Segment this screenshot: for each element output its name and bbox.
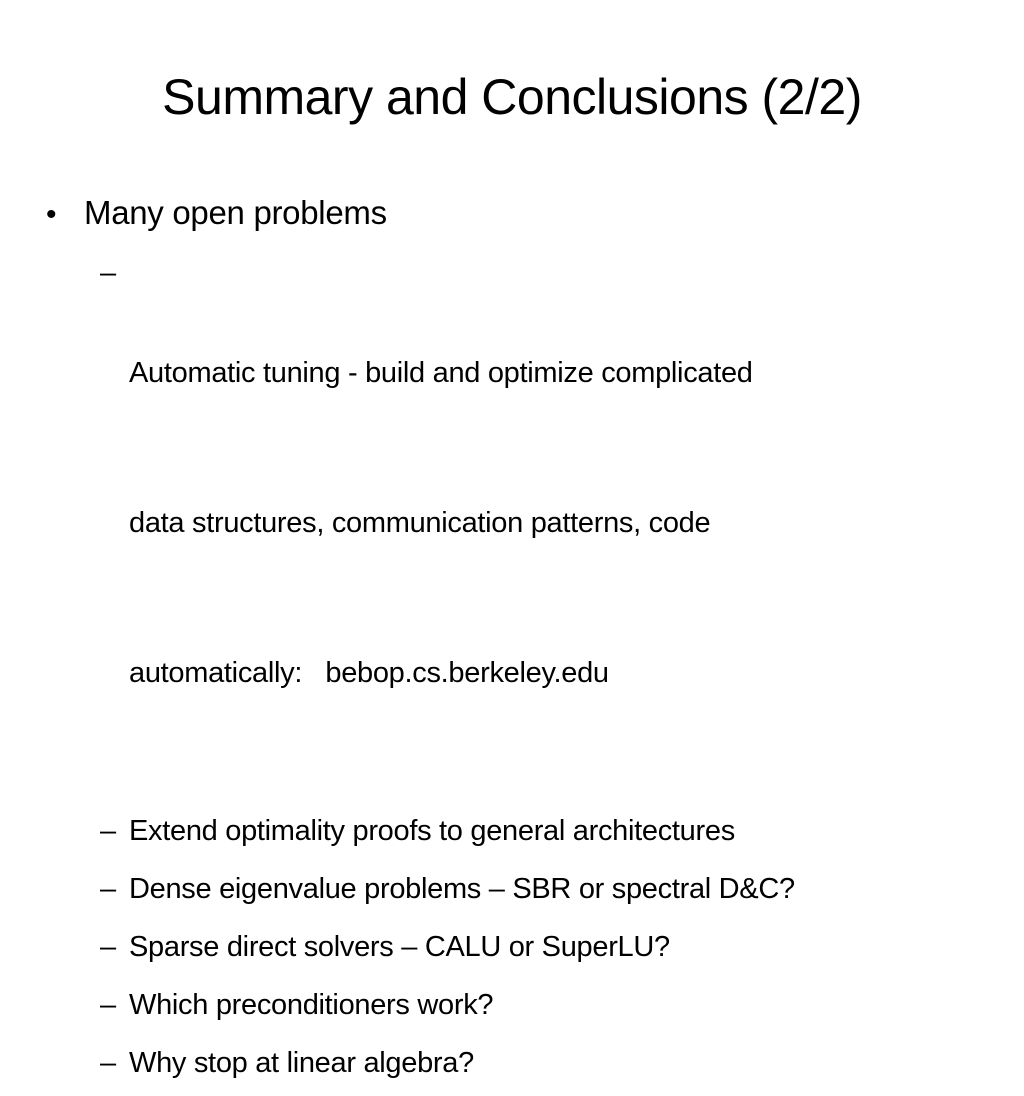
sub-item-line: data structures, communication patterns, code bbox=[129, 507, 711, 539]
sub-item-text: Sparse direct solvers – CALU or SuperLU? bbox=[129, 931, 670, 963]
sub-item-eigenvalue-problems bbox=[100, 864, 960, 914]
sub-item-preconditioners bbox=[100, 980, 960, 1030]
sub-bullet-list bbox=[100, 248, 960, 1088]
bullet-text: Many open problems bbox=[84, 194, 387, 231]
sub-item-linear-algebra bbox=[100, 1038, 960, 1088]
sub-bullet-marker: – bbox=[100, 989, 116, 1021]
bullet-item-open-problems bbox=[46, 190, 986, 1088]
sub-item-direct-solvers bbox=[100, 922, 960, 972]
bullet-row bbox=[46, 190, 986, 238]
sub-bullet-marker: – bbox=[100, 931, 116, 963]
sub-item-line: Automatic tuning - build and optimize complicated bbox=[129, 357, 753, 389]
sub-item-text: Why stop at linear algebra? bbox=[129, 1047, 474, 1079]
sub-bullet-marker: – bbox=[100, 257, 116, 289]
bullet-list bbox=[46, 190, 986, 1096]
sub-item-text: Extend optimality proofs to general architectures bbox=[129, 815, 735, 847]
sub-item-automatic-tuning bbox=[100, 248, 960, 798]
bullet-marker: • bbox=[46, 198, 57, 231]
sub-item-optimality-proofs bbox=[100, 806, 960, 856]
sub-bullet-marker: – bbox=[100, 1047, 116, 1079]
sub-bullet-marker: – bbox=[100, 815, 116, 847]
sub-bullet-marker: – bbox=[100, 873, 116, 905]
slide-title: Summary and Conclusions (2/2) bbox=[162, 69, 862, 125]
sub-item-text: Dense eigenvalue problems – SBR or spectral D&C? bbox=[129, 873, 795, 905]
sub-item-text bbox=[129, 248, 960, 798]
sub-item-text: Which preconditioners work? bbox=[129, 989, 494, 1021]
sub-item-line: automatically: bebop.cs.berkeley.edu bbox=[129, 657, 609, 689]
